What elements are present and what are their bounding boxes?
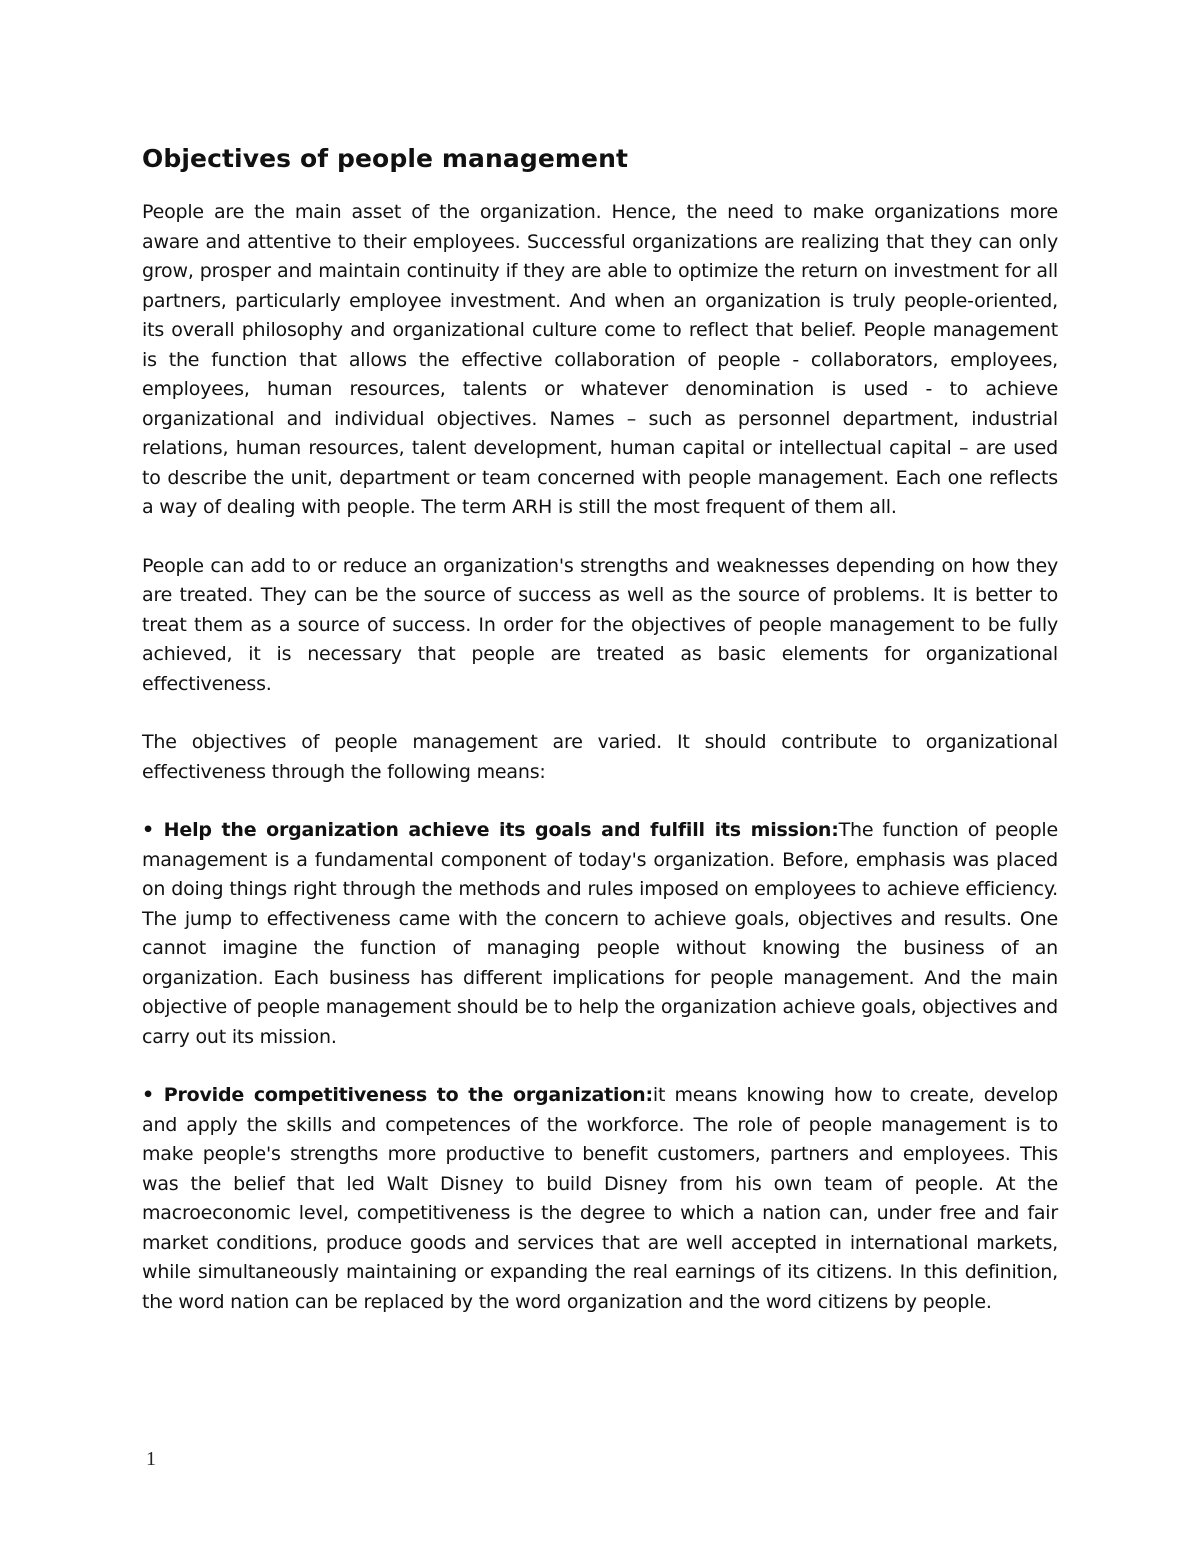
- paragraph-strengths: People can add to or reduce an organization's strengths and weaknesses depending on how they are treated. They can be the source of success as well as the source of problems. It is better to treat them as a source of success. In order for the objectives of people management to be fully achieved, it is necessary that people are treated as basic elements for organizational effectiveness.: [142, 554, 1058, 695]
- page-number: 1: [146, 1448, 156, 1470]
- document-title: Objectives of people management: [142, 144, 629, 173]
- paragraph-objectives-varied: The objectives of people management are varied. It should contribute to organizational effectiveness through the following means:: [142, 731, 1058, 783]
- bullet-item-competitiveness: [142, 1081, 1058, 1317]
- bullet-lead: • Provide competitiveness to the organization:: [142, 1084, 653, 1106]
- bullet-lead: • Help the organization achieve its goals and fulfill its mission:: [142, 819, 839, 841]
- document-body: [142, 140, 1058, 1346]
- bullet-text: it means knowing how to create, develop and apply the skills and competences of the workforce. The role of people management is to make people's strengths more productive to benefit customers, partners and employees. This was the belief that led Walt Disney to build Disney from his own team of people. At the macroeconomic level, competitiveness is the degree to which a nation can, under free and fair market conditions, produce goods and services that are well accepted in international markets, while simultaneously maintaining or expanding the real earnings of its citizens. In this definition, the word nation can be replaced by the word organization and the word citizens by people.: [142, 1084, 1058, 1313]
- bullet-item-goals-mission: [142, 816, 1058, 1052]
- bullet-text: The function of people management is a fundamental component of today's organization. Before, emphasis was placed on doing things right through the methods and rules imposed on employees to achieve efficiency. The jump to effectiveness came with the concern to achieve goals, objectives and results. One cannot imagine the function of managing people without knowing the business of an organization. Each business has different implications for people management. And the main objective of people management should be to help the organization achieve goals, objectives and carry out its mission.: [142, 819, 1058, 1048]
- paragraph-intro: People are the main asset of the organization. Hence, the need to make organizations more aware and attentive to their employees. Successful organizations are realizing that they can only grow, prosper and maintain continuity if they are able to optimize the return on investment for all partners, particularly employee investment. And when an organization is truly people-oriented, its overall philosophy and organizational culture come to reflect that belief. People management is the function that allows the effective collaboration of people - collaborators, employees, employees, human resources, talents or whatever denomination is used - to achieve organizational and individual objectives. Names – such as personnel department, industrial relations, human resources, talent development, human capital or intellectual capital – are used to describe the unit, department or team concerned with people management. Each one reflects a way of dealing with people. The term ARH is still the most frequent of them all.: [142, 201, 1058, 518]
